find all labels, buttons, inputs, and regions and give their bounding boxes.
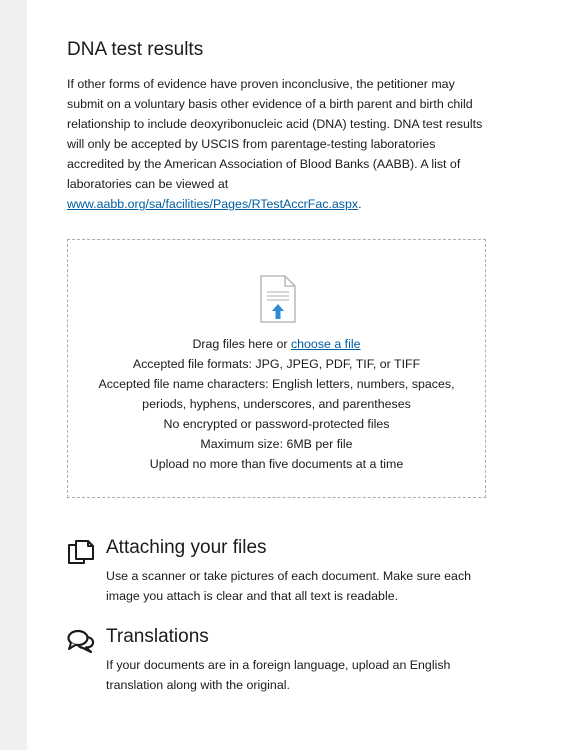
- translations-body: If your documents are in a foreign language, upload an English translation along with the original.: [106, 658, 451, 692]
- dna-description-period: .: [358, 197, 362, 211]
- accepted-characters-line1: Accepted file name characters: English letters, numbers, spaces,: [98, 377, 455, 391]
- choose-file-link[interactable]: choose a file: [290, 337, 361, 351]
- accepted-characters-line2: periods, hyphens, underscores, and parentheses: [142, 397, 411, 411]
- drag-instruction: [68, 334, 485, 354]
- encryption-note: No encrypted or password-protected files: [163, 417, 390, 431]
- copy-files-icon: [67, 539, 95, 565]
- drag-prefix-text: Drag files here or: [192, 337, 291, 351]
- dropzone-instructions: [68, 334, 485, 474]
- aabb-link[interactable]: www.aabb.org/sa/facilities/Pages/RTestAccrFac.aspx: [67, 197, 359, 211]
- dna-section-title: DNA test results: [67, 39, 204, 60]
- attaching-files-title: Attaching your files: [106, 537, 267, 558]
- dna-description: [67, 74, 483, 214]
- accepted-formats: Accepted file formats: JPG, JPEG, PDF, TIF, or TIFF: [132, 357, 421, 371]
- file-upload-icon: [259, 274, 297, 324]
- translations-title: Translations: [106, 626, 209, 647]
- dna-description-text: If other forms of evidence have proven inconclusive, the petitioner may submit on a voluntary basis other evidence of a birth parent and birth child relationship to include deoxyribonucleic acid (DNA) testing. DNA test results will only be accepted by USCIS from parentage-testing laboratories accredited by the American Association of Blood Banks (AABB). A list of laboratories can be viewed at: [67, 77, 483, 191]
- page-panel: [27, 0, 585, 750]
- max-size-note: Maximum size: 6MB per file: [200, 437, 353, 451]
- speech-bubbles-icon: [67, 628, 95, 654]
- upload-limit-note: Upload no more than five documents at a time: [149, 457, 404, 471]
- attaching-files-body: Use a scanner or take pictures of each document. Make sure each image you attach is clear and that all text is readable.: [106, 569, 472, 603]
- file-dropzone[interactable]: [67, 239, 486, 498]
